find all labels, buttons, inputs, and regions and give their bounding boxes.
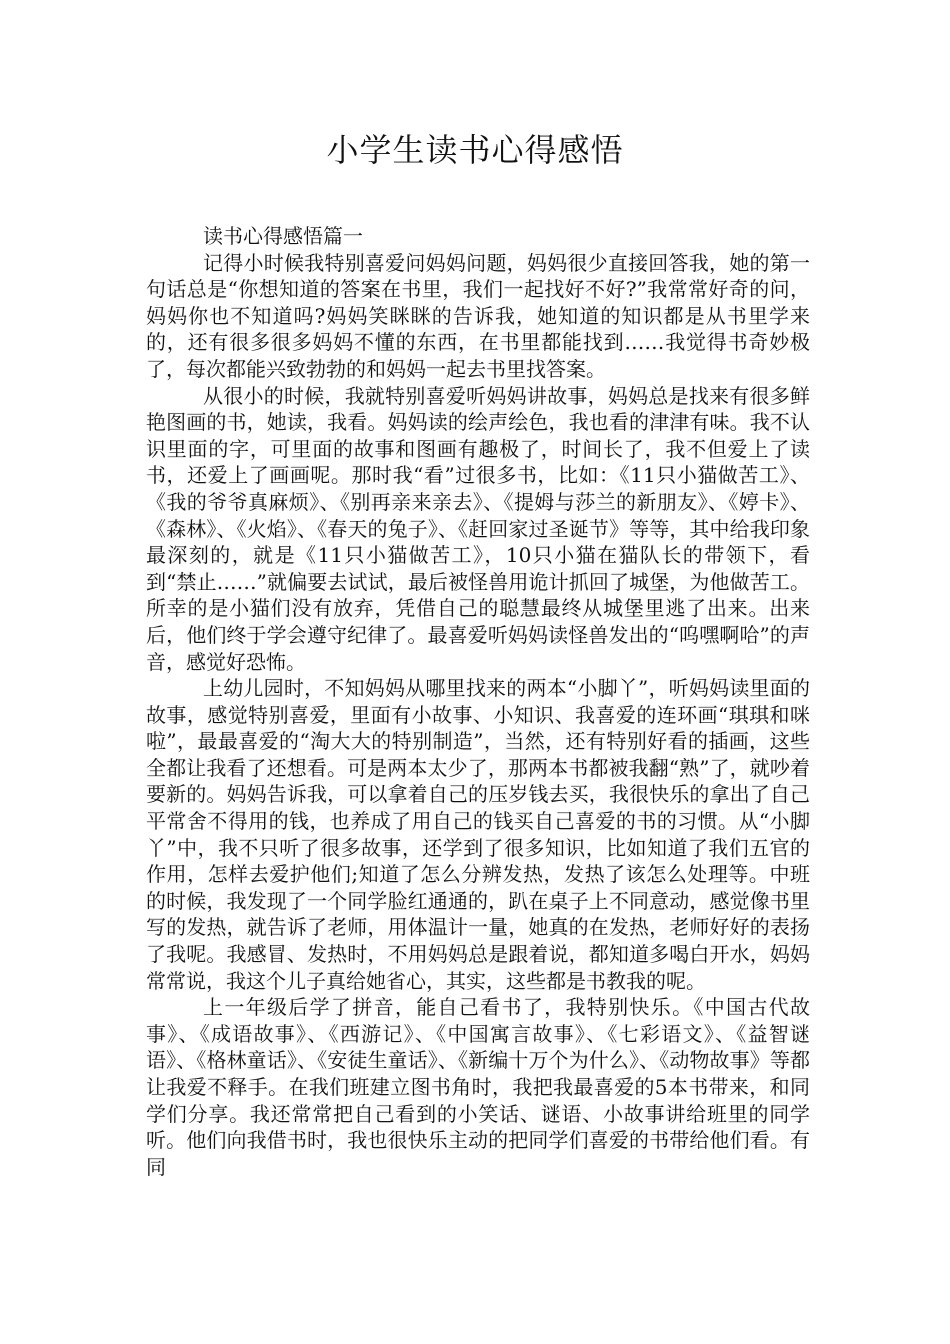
paragraph-3: 上幼儿园时，不知妈妈从哪里找来的两本“小脚丫”，听妈妈读里面的故事，感觉特别喜爱，里面有小故事、小知识、我喜爱的连环画“琪琪和咪啦”，最最喜爱的“淘大大的特别制造”，当然，还有特别好看的插画，这些全都让我看了还想看。可是两本太少了，那两本书都被我翻“熟”了，就吵着要新的。妈妈告诉我，可以拿着自己的压岁钱去买，我很快乐的拿出了自己平常舍不得用的钱，也养成了用自己的钱买自己喜爱的书的习惯。从“小脚丫”中，我不只听了很多故事，还学到了很多知识，比如知道了我们五官的作用，怎样去爱护他们;知道了怎么分辨发热，发热了该怎么处理等。中班的时候，我发现了一个同学脸红通通的，趴在桌子上不同意动，感觉像书里写的发热，就告诉了老师，用体温计一量，她真的在发热，老师好好的表扬了我呢。我感冒、发热时，不用妈妈总是跟着说，都知道多喝白开水，妈妈常常说，我这个儿子真给她省心，其实，这些都是书教我的呢。 bbox=[146, 676, 810, 993]
paragraph-2: 从很小的时候，我就特别喜爱听妈妈讲故事，妈妈总是找来有很多鲜艳图画的书，她读，我看。妈妈读的绘声绘色，我也看的津津有味。我不认识里面的字，可里面的故事和图画有趣极了，时间长了，我不但爱上了读书，还爱上了画画呢。那时我“看”过很多书，比如：《11只小猫做苦工》、《我的爷爷真麻烦》、《别再亲来亲去》、《提姆与莎兰的新朋友》、《婷卡》、《森林》、《火焰》、《春天的兔子》、《赶回家过圣诞节》等等，其中给我印象最深刻的，就是《11只小猫做苦工》，10只小猫在猫队长的带领下，看到“禁止……”就偏要去试试，最后被怪兽用诡计抓回了城堡，为他做苦工。所幸的是小猫们没有放弃，凭借自己的聪慧最终从城堡里逃了出来。出来后，他们终于学会遵守纪律了。最喜爱听妈妈读怪兽发出的“呜嘿啊哈”的声音，感觉好恐怖。 bbox=[146, 383, 810, 674]
paragraph-4: 上一年级后学了拼音，能自己看书了，我特别快乐。《中国古代故事》、《成语故事》、《西游记》、《中国寓言故事》、《七彩语文》、《益智谜语》、《格林童话》、《安徒生童话》、《新编十万个为什么》、《动物故事》等都让我爱不释手。在我们班建立图书角时，我把我最喜爱的5本书带来，和同学们分享。我还常常把自己看到的小笑话、谜语、小故事讲给班里的同学听。他们向我借书时，我也很快乐主动的把同学们喜爱的书带给他们看。有同 bbox=[146, 995, 810, 1179]
document-title: 小学生读书心得感悟 bbox=[326, 131, 624, 169]
paragraph-1: 记得小时候我特别喜爱问妈妈问题，妈妈很少直接回答我，她的第一句话总是“你想知道的答案在书里，我们一起找好不好?”我常常好奇的问，妈妈你也不知道吗?妈妈笑眯眯的告诉我，她知道的知识都是从书里学来的，还有很多很多妈妈不懂的东西，在书里都能找到……我觉得书奇妙极了，每次都能兴致勃勃的和妈妈一起去书里找答案。 bbox=[146, 250, 810, 381]
document-body bbox=[146, 223, 810, 1180]
section-heading: 读书心得感悟篇一 bbox=[203, 224, 363, 248]
